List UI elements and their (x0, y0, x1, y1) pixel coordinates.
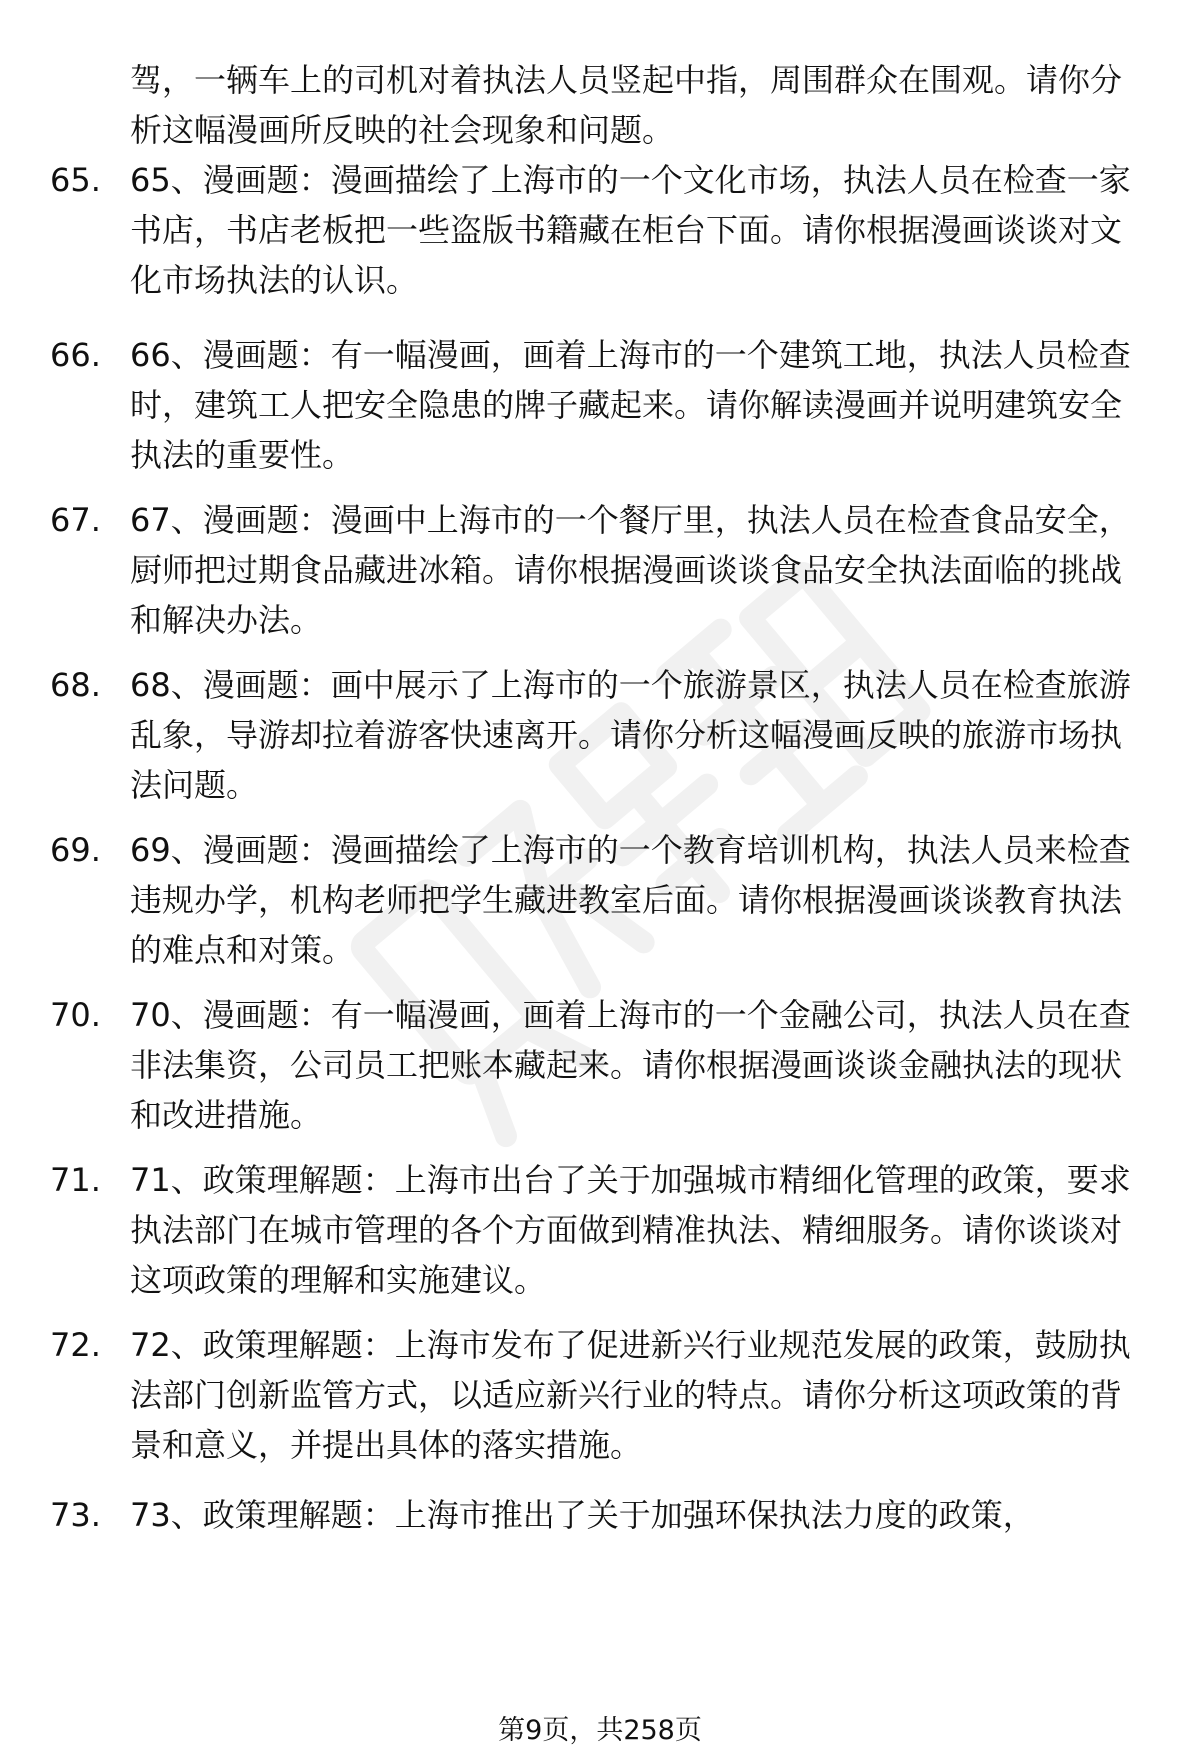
question-number: 69. (50, 831, 101, 869)
question-item (50, 1490, 1140, 1540)
question-text: 72、政策理解题：上海市发布了促进新兴行业规范发展的政策，鼓励执法部门创新监管方式，以适应新兴行业的特点。请你分析这项政策的背景和意义，并提出具体的落实措施。 (130, 1326, 1131, 1464)
question-item (50, 495, 1140, 645)
question-number: 73. (50, 1496, 101, 1534)
question-item (50, 1320, 1140, 1470)
question-item (50, 330, 1140, 480)
question-number: 71. (50, 1161, 101, 1199)
question-text: 65、漫画题：漫画描绘了上海市的一个文化市场，执法人员在检查一家书店，书店老板把一些盗版书籍藏在柜台下面。请你根据漫画谈谈对文化市场执法的认识。 (130, 161, 1131, 299)
question-item (50, 660, 1140, 810)
question-text: 68、漫画题：画中展示了上海市的一个旅游景区，执法人员在检查旅游乱象，导游却拉着游客快速离开。请你分析这幅漫画反映的旅游市场执法问题。 (130, 666, 1131, 804)
question-number: 68. (50, 666, 101, 704)
question-text: 67、漫画题：漫画中上海市的一个餐厅里，执法人员在检查食品安全，厨师把过期食品藏进冰箱。请你根据漫画谈谈食品安全执法面临的挑战和解决办法。 (130, 501, 1131, 639)
question-item (50, 825, 1140, 975)
question-item (50, 155, 1140, 305)
question-text: 69、漫画题：漫画描绘了上海市的一个教育培训机构，执法人员来检查违规办学，机构老师把学生藏进教室后面。请你根据漫画谈谈教育执法的难点和对策。 (130, 831, 1131, 969)
continued-question-text: 驾，一辆车上的司机对着执法人员竖起中指，周围群众在围观。请你分析这幅漫画所反映的社会现象和问题。 (130, 61, 1123, 149)
question-text: 70、漫画题：有一幅漫画，画着上海市的一个金融公司，执法人员在查非法集资，公司员工把账本藏起来。请你根据漫画谈谈金融执法的现状和改进措施。 (130, 996, 1131, 1134)
question-number: 66. (50, 336, 101, 374)
question-item (50, 990, 1140, 1140)
question-number: 65. (50, 161, 101, 199)
page-footer: 第9页，共258页 (498, 1715, 702, 1746)
question-number: 72. (50, 1326, 101, 1364)
question-text: 71、政策理解题：上海市出台了关于加强城市精细化管理的政策，要求执法部门在城市管理的各个方面做到精准执法、精细服务。请你谈谈对这项政策的理解和实施建议。 (130, 1161, 1131, 1299)
question-item (50, 1155, 1140, 1305)
question-text: 66、漫画题：有一幅漫画，画着上海市的一个建筑工地，执法人员检查时，建筑工人把安全隐患的牌子藏起来。请你解读漫画并说明建筑安全执法的重要性。 (130, 336, 1131, 474)
question-text: 73、政策理解题：上海市推出了关于加强环保执法力度的政策， (130, 1496, 1035, 1534)
question-number: 67. (50, 501, 101, 539)
question-number: 70. (50, 996, 101, 1034)
